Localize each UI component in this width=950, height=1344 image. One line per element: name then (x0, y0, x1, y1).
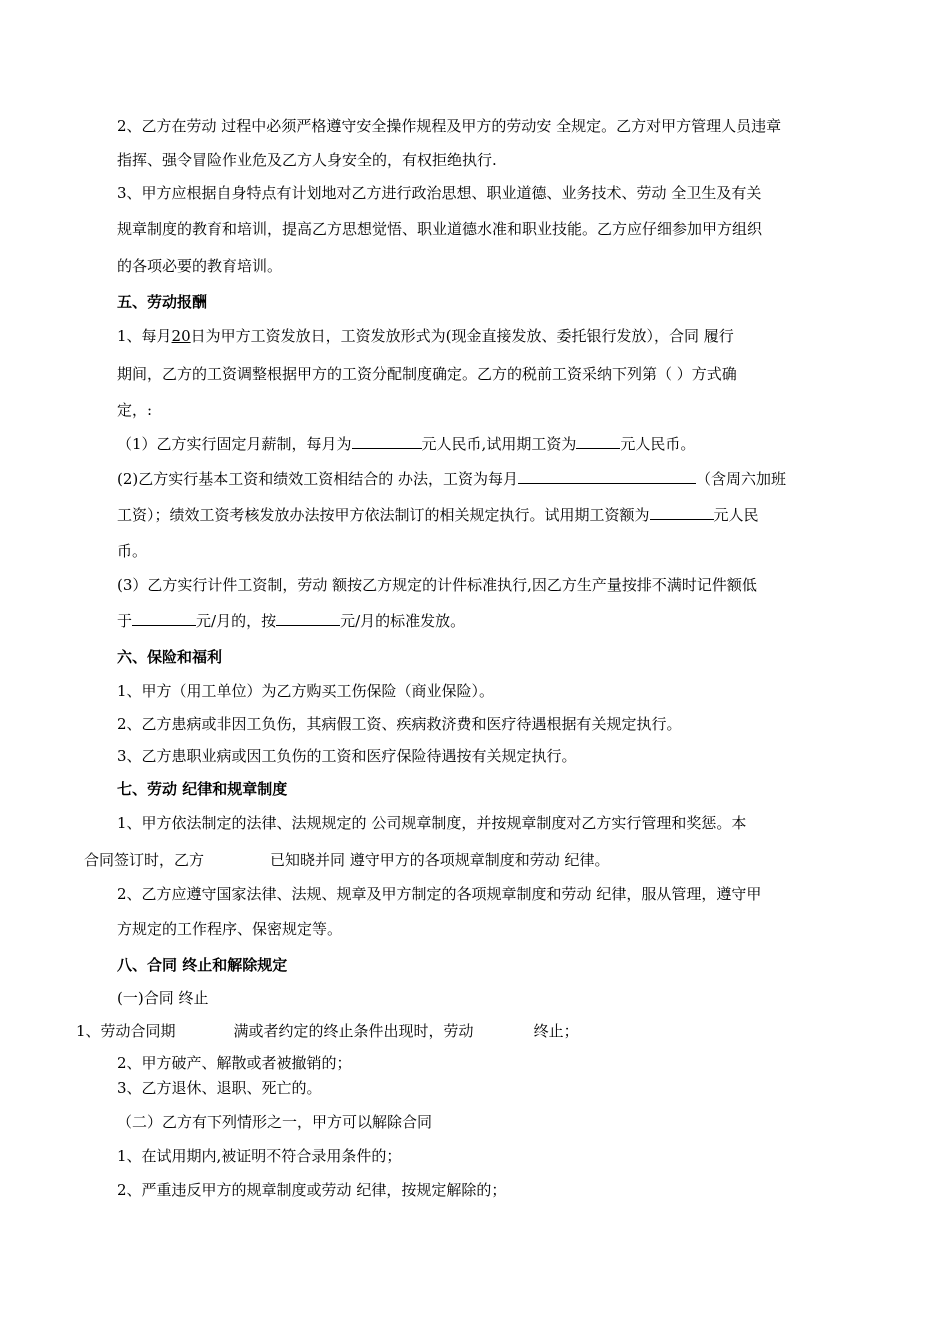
text-segment: (2)乙方实行基本工资和绩效工资相结合的 办法，工资为每月 (117, 470, 519, 488)
text-segment: 元人民 (713, 506, 759, 524)
paragraph-line: 3、乙方患职业病或因工负伤的工资和医疗保险待遇按有关规定执行。 (117, 747, 577, 765)
text-segment: 已知晓并同 遵守甲方的各项规章制度和劳动 纪律。 (270, 851, 610, 869)
paragraph-line: 2、甲方破产、解散或者被撤销的； (117, 1054, 352, 1072)
paragraph-line: 1、在试用期内,被证明不符合录用条件的； (117, 1147, 402, 1165)
text-segment: 1、劳动合同期 (76, 1022, 176, 1040)
paragraph-line: 定，: (117, 401, 153, 419)
paragraph-line: 1、甲方（用工单位）为乙方购买工伤保险（商业保险）。 (117, 682, 495, 700)
text-segment: 满或者约定的终止条件出现时，劳动 (233, 1022, 474, 1040)
paragraph-line: 规章制度的教育和培训，提高乙方思想觉悟、职业道德水准和职业技能。乙方应仔细参加甲方组织 (117, 220, 763, 238)
paragraph-line: 1、甲方依法制定的法律、法规规定的 公司规章制度，并按规章制度对乙方实行管理和奖惩。本 (117, 814, 747, 832)
paragraph-line: 3、乙方退休、退职、死亡的。 (117, 1079, 322, 1097)
paragraph-line: （二）乙方有下列情形之一，甲方可以解除合同 (117, 1113, 433, 1131)
paragraph-line: 期间，乙方的工资调整根据甲方的工资分配制度确定。乙方的税前工资采纳下列第（ ）方式确 (117, 365, 737, 383)
paragraph-line (117, 434, 695, 454)
text-segment: 工资）；绩效工资考核发放办法按甲方依法制订的相关规定执行。试用期工资额为 (117, 506, 650, 524)
monthly-wage-blank (518, 469, 696, 484)
paragraph-line: 2、乙方应遵守国家法律、法规、规章及甲方制定的各项规章制度和劳动 纪律，服从管理，遵守甲 (117, 885, 762, 903)
text-segment: （1）乙方实行固定月薪制，每月为 (117, 435, 352, 453)
paragraph-line (84, 850, 610, 870)
paragraph-line: 2、乙方在劳动 过程中必须严格遵守安全操作规程及甲方的劳动安 全规定。乙方对甲方管理人员违章 (117, 117, 782, 135)
probation-wage-blank (650, 505, 714, 520)
piece-low-blank (132, 611, 196, 626)
text-segment: 合同签订时，乙方 (84, 851, 205, 869)
text-segment: 元/月的标准发放。 (340, 612, 466, 630)
text-segment: 终止； (533, 1022, 579, 1040)
payday-value: 20 (171, 327, 191, 345)
paragraph-line: 指挥、强令冒险作业危及乙方人身安全的，有权拒绝执行. (117, 151, 497, 169)
section-heading-8: 八、合同 终止和解除规定 (117, 956, 288, 974)
text-segment: 1、每月 (117, 327, 172, 345)
section-heading-6: 六、保险和福利 (117, 648, 223, 666)
paragraph-line: 2、乙方患病或非因工负伤，其病假工资、疾病救济费和医疗待遇根据有关规定执行。 (117, 715, 682, 733)
paragraph-line: 方规定的工作程序、保密规定等。 (117, 920, 343, 938)
paragraph-line (117, 611, 465, 631)
probation-salary-blank (576, 434, 620, 449)
paragraph-line: 2、严重违反甲方的规章制度或劳动 纪律，按规定解除的； (117, 1181, 507, 1199)
paragraph-line (117, 469, 786, 489)
paragraph-line (76, 1021, 579, 1041)
section-heading-7: 七、劳动 纪律和规章制度 (117, 780, 288, 798)
text-segment: 元人民币。 (620, 435, 696, 453)
text-segment: 日为甲方工资发放日，工资发放形式为(现金直接发放、委托银行发放），合同 履行 (190, 327, 734, 345)
section-heading-5: 五、劳动报酬 (117, 293, 208, 311)
paragraph-line: 3、甲方应根据自身特点有计划地对乙方进行政治思想、职业道德、业务技术、劳动 全卫生及有关 (117, 184, 762, 202)
text-segment: 元/月的，按 (196, 612, 277, 630)
paragraph-line (117, 326, 734, 346)
text-segment: 元人民币,试用期工资为 (421, 435, 577, 453)
text-segment: 于 (117, 612, 133, 630)
piece-standard-blank (276, 611, 340, 626)
paragraph-line: 币。 (117, 542, 148, 560)
paragraph-line: (3）乙方实行计件工资制，劳动 额按乙方规定的计件标准执行,因乙方生产量按排不满时记件额低 (117, 576, 757, 594)
paragraph-line: 的各项必要的教育培训。 (117, 257, 283, 275)
paragraph-line (117, 505, 759, 525)
monthly-salary-blank (352, 434, 422, 449)
paragraph-line: (一)合同 终止 (117, 989, 209, 1007)
text-segment: （含周六加班 (696, 470, 787, 488)
